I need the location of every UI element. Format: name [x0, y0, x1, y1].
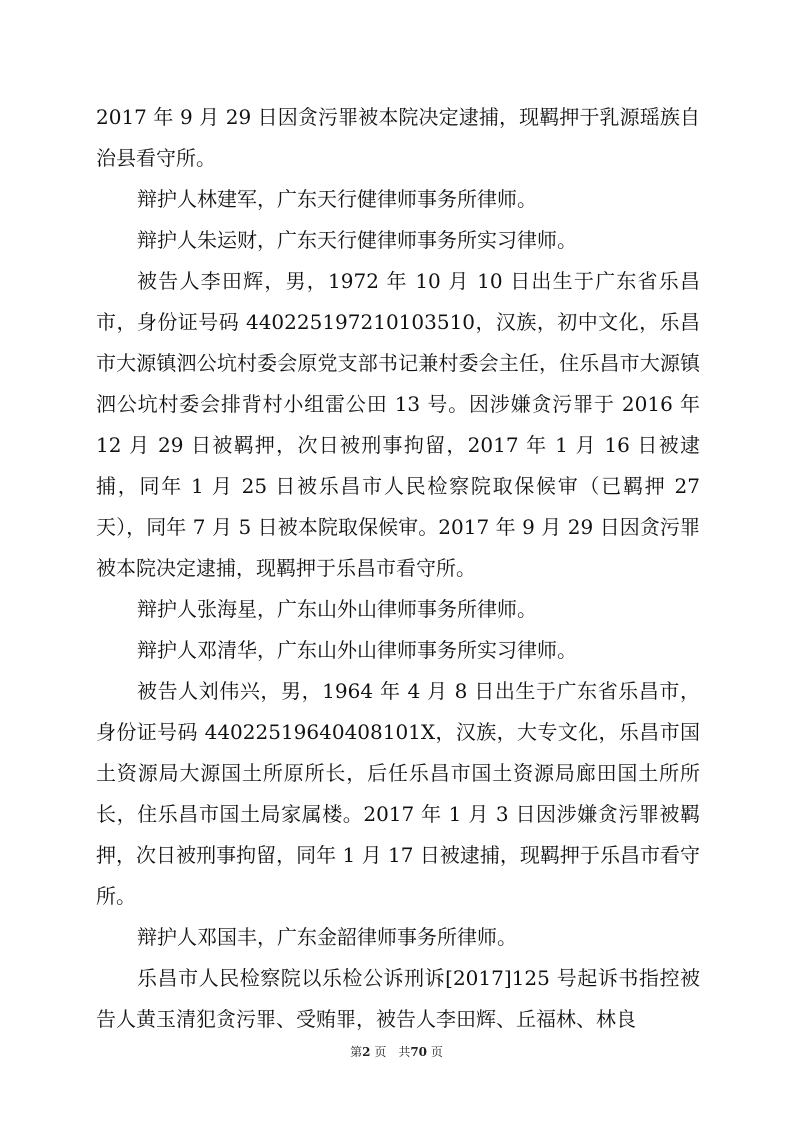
paragraph-defender-zhu: 辩护人朱运财，广东天行健律师事务所实习律师。 [137, 228, 577, 252]
footer-suffix: 页 [430, 1045, 443, 1059]
footer-prefix: 第 [350, 1045, 363, 1059]
paragraph-continuation: 2017 年 9 月 29 日因贪污罪被本院决定逮捕，现羁押于乳源瑶族自治县看守所。 [96, 105, 700, 170]
footer-page-number: 2 [362, 1045, 371, 1059]
paragraph-defendant-liu: 被告人刘伟兴，男，1964 年 4 月 8 日出生于广东省乐昌市，身份证号码 44022519640408101X，汉族，大专文化，乐昌市国土资源局大源国土所原所长，后任乐昌市国土资源局廊田国土所所长，住乐昌市国土局家属楼。2017 年 1 月 3 日因涉嫌贪污罪被羁押，次日被刑事拘留，同年 1 月 17 日被逮捕，现羁押于乐昌市看守所。 [96, 679, 700, 908]
page-footer [0, 1044, 793, 1060]
paragraph-defender-deng-qinghua: 辩护人邓清华，广东山外山律师事务所实习律师。 [137, 638, 577, 662]
footer-middle: 页 共 [374, 1045, 411, 1059]
paragraph-defendant-li: 被告人李田辉，男，1972 年 10 月 10 日出生于广东省乐昌市，身份证号码 440225197210103510，汉族，初中文化，乐昌市大源镇泗公坑村委会原党支部书记兼村委会主任，住乐昌市大源镇泗公坑村委会排背村小组雷公田 13 号。因涉嫌贪污罪于 2016 年 12 月 29 日被羁押，次日被刑事拘留，2017 年 1 月 16 日被逮捕，同年 1 月 25 日被乐昌市人民检察院取保候审（已羁押 27 天），同年 7 月 5 日被本院取保候审。2017 年 9 月 29 日因贪污罪被本院决定逮捕，现羁押于乐昌市看守所。 [96, 269, 700, 580]
paragraph-defender-deng-guofeng: 辩护人邓国丰，广东金韶律师事务所律师。 [137, 925, 517, 949]
paragraph-defender-zhang: 辩护人张海星，广东山外山律师事务所律师。 [137, 597, 537, 621]
document-body [96, 97, 700, 1040]
paragraph-defender-lin: 辩护人林建军，广东天行健律师事务所律师。 [137, 187, 537, 211]
footer-total-pages: 70 [410, 1045, 428, 1059]
paragraph-prosecution: 乐昌市人民检察院以乐检公诉刑诉[2017]125 号起诉书指控被告人黄玉清犯贪污罪、受贿罪，被告人李田辉、丘福林、林良 [96, 966, 700, 1031]
